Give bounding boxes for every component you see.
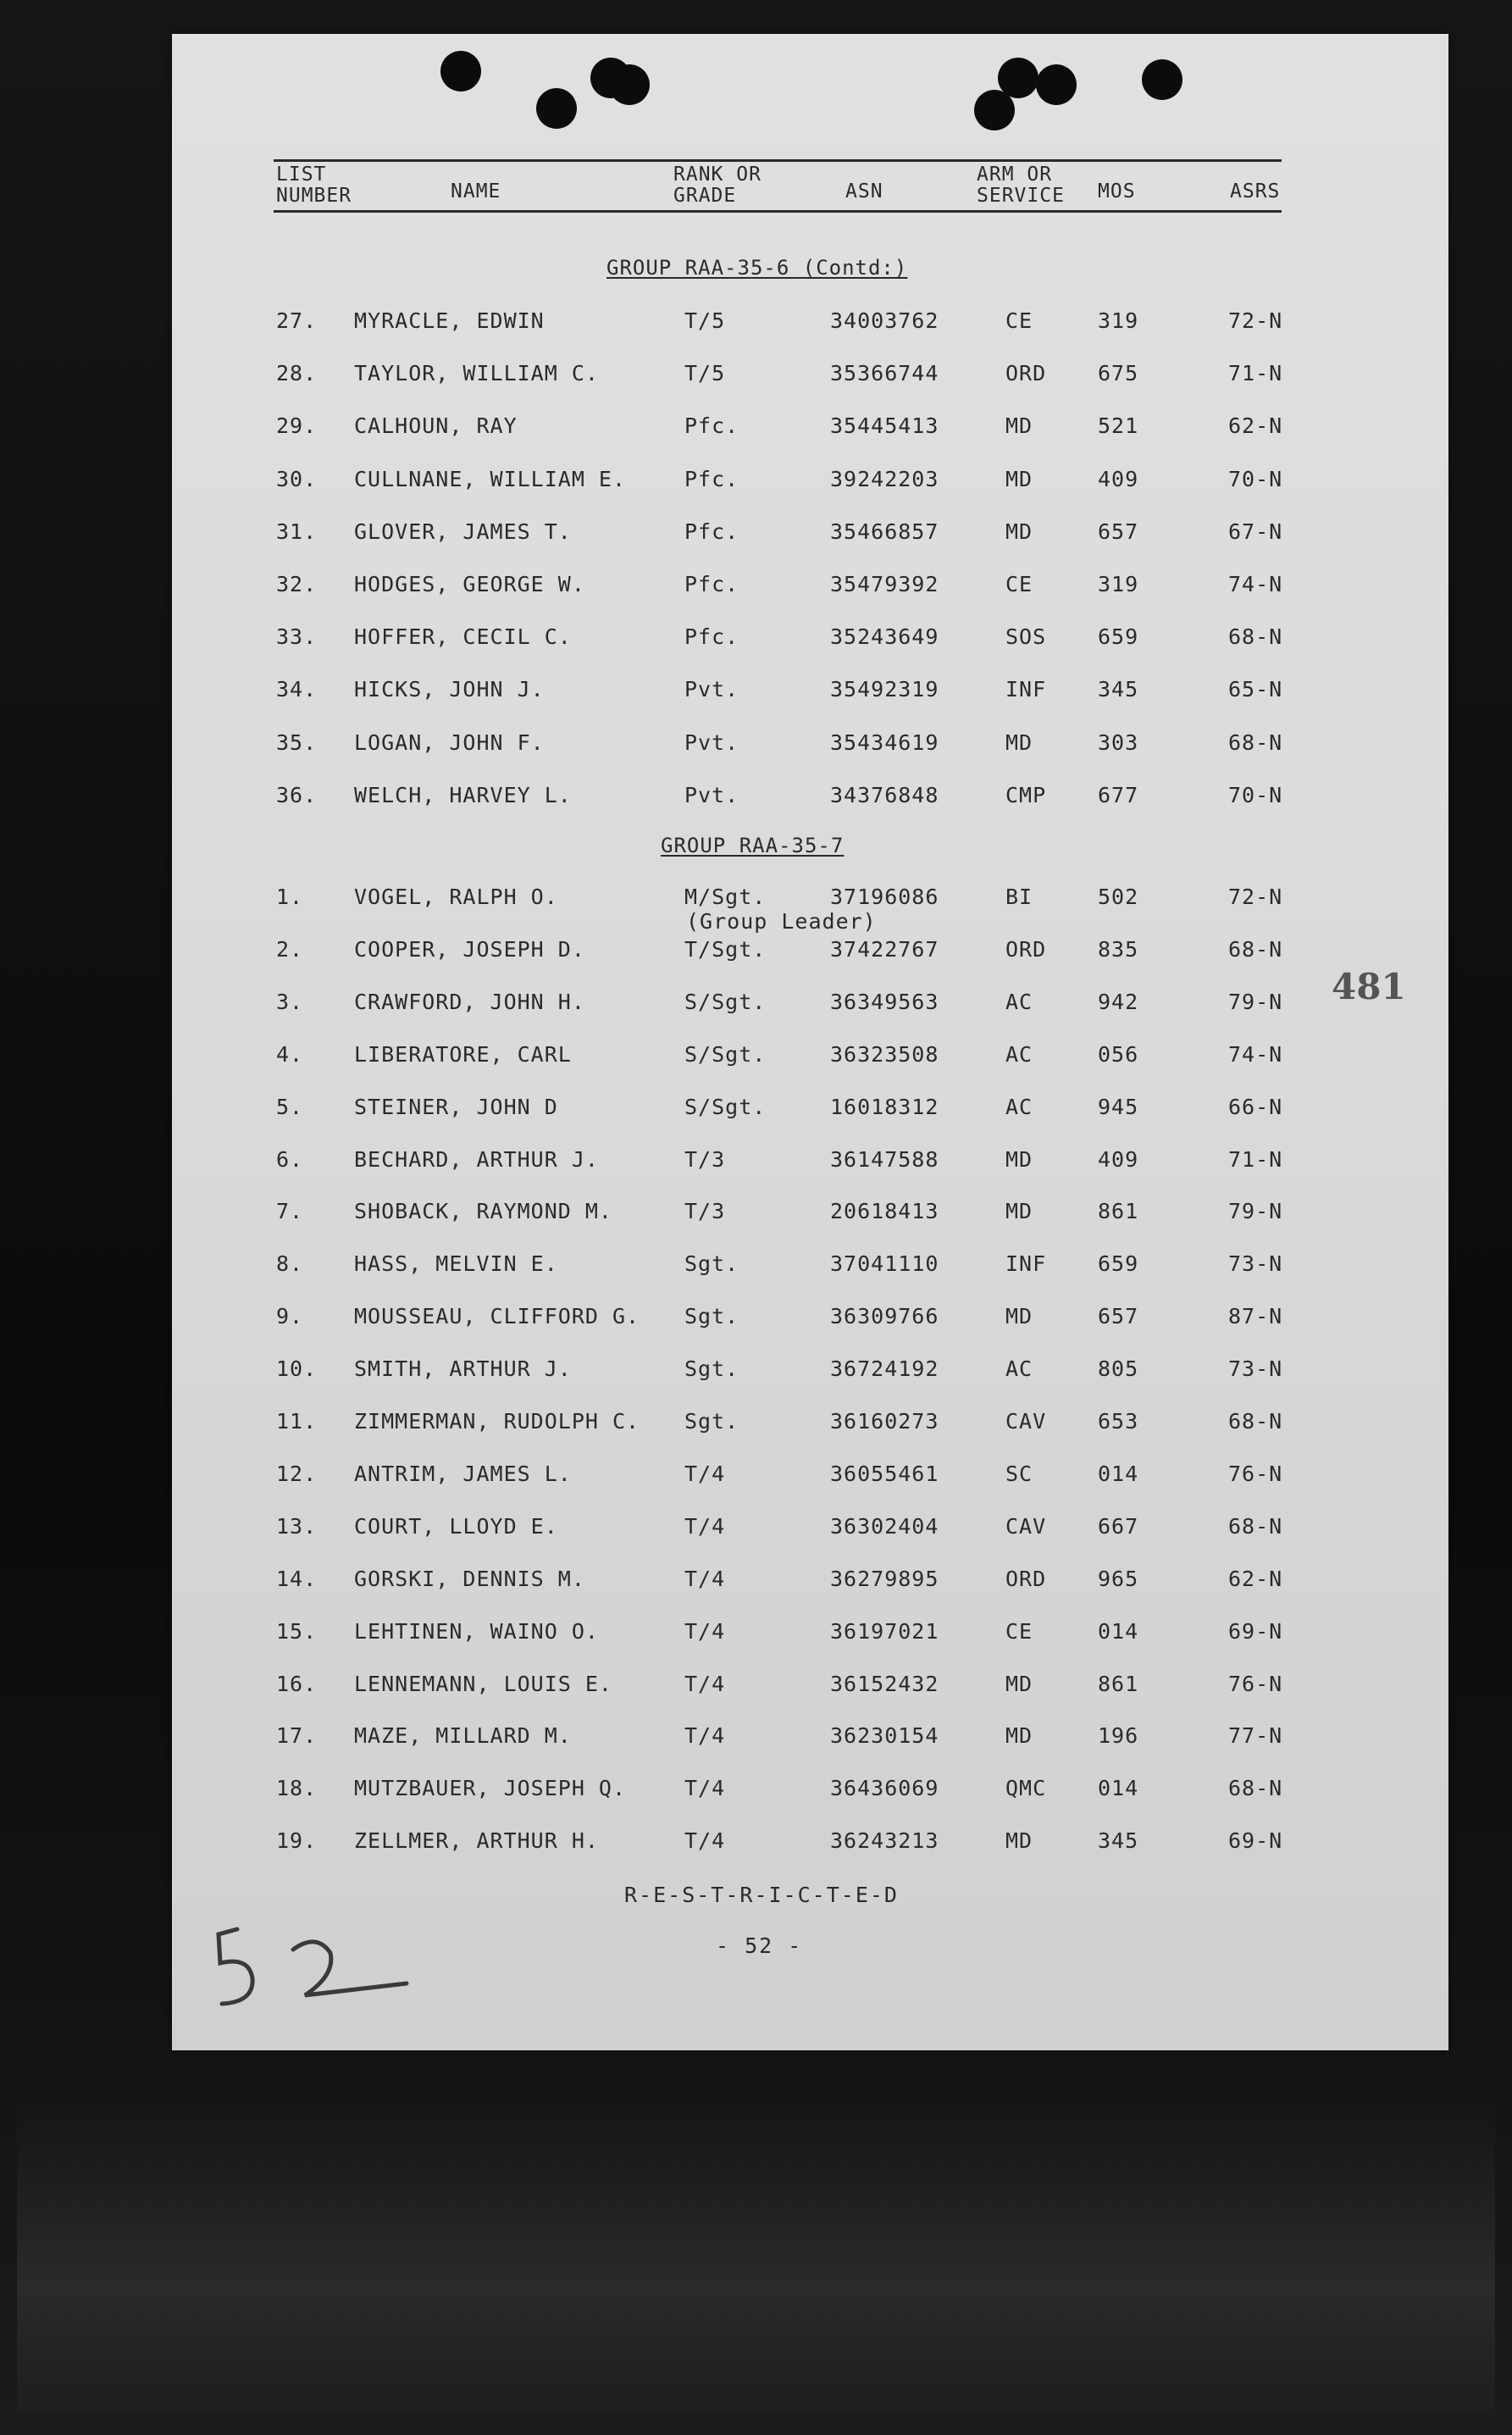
row-asrs: 79-N <box>1228 1199 1283 1224</box>
row-asn: 37196086 <box>830 885 939 909</box>
row-arm: MD <box>1005 1723 1033 1749</box>
header-bottom-rule <box>274 210 1282 213</box>
group-title-raa-35-7: GROUP RAA-35-7 <box>661 834 845 857</box>
row-arm: ORD <box>1005 1566 1047 1591</box>
row-num: 17. <box>276 1723 318 1749</box>
header-arm <box>977 164 1065 207</box>
row-mos: 056 <box>1098 1041 1139 1067</box>
row-rank: T/3 <box>684 1146 726 1172</box>
row-name: COOPER, JOSEPH D. <box>354 936 585 962</box>
row-rank: T/4 <box>684 1566 726 1591</box>
row-asn: 35434619 <box>830 729 939 755</box>
header-arm-line1: ARM OR <box>977 164 1053 186</box>
row-asrs: 77-N <box>1228 1723 1283 1749</box>
row-mos: 196 <box>1098 1723 1139 1749</box>
header-top-rule <box>274 159 1282 162</box>
row-rank: T/4 <box>684 1671 726 1696</box>
row-asn: 35492319 <box>830 677 939 702</box>
row-arm: CE <box>1005 1618 1033 1644</box>
row-name: LENNEMANN, LOUIS E. <box>354 1671 612 1696</box>
row-asrs: 68-N <box>1228 1409 1283 1434</box>
header-list-number-line2: NUMBER <box>276 185 352 207</box>
row-asrs: 71-N <box>1228 1146 1283 1172</box>
header-asn: ASN <box>845 180 883 202</box>
row-name: HODGES, GEORGE W. <box>354 572 585 596</box>
header-rank <box>673 164 762 207</box>
row-arm: CE <box>1005 572 1033 596</box>
row-asn: 36309766 <box>830 1304 939 1329</box>
row-rank: T/4 <box>684 1723 726 1749</box>
row-asrs: 73-N <box>1228 1356 1283 1382</box>
row-num: 32. <box>276 572 318 596</box>
row-num: 8. <box>276 1251 304 1277</box>
row-arm: BI <box>1005 885 1033 909</box>
row-name: CULLNANE, WILLIAM E. <box>354 466 627 491</box>
row-name: MAZE, MILLARD M. <box>354 1723 572 1749</box>
row-name: GORSKI, DENNIS M. <box>354 1566 585 1591</box>
row-asn: 35243649 <box>830 624 939 650</box>
row-arm: ORD <box>1005 361 1047 386</box>
row-mos: 014 <box>1098 1461 1139 1486</box>
row-asn: 35366744 <box>830 361 939 386</box>
row-name: CALHOUN, RAY <box>354 413 518 439</box>
row-rank: Pvt. <box>684 677 739 702</box>
row-rank: T/4 <box>684 1828 726 1854</box>
row-asrs: 72-N <box>1228 308 1283 333</box>
row-num: 4. <box>276 1041 304 1067</box>
row-arm: AC <box>1005 1041 1033 1067</box>
row-name: ZIMMERMAN, RUDOLPH C. <box>354 1409 640 1434</box>
row-asrs: 76-N <box>1228 1671 1283 1696</box>
header-rank-line1: RANK OR <box>673 164 762 186</box>
row-mos: 675 <box>1098 361 1139 386</box>
row-num: 16. <box>276 1671 318 1696</box>
row-rank: Pvt. <box>684 782 739 807</box>
row-asn: 37422767 <box>830 936 939 962</box>
row-name: LEHTINEN, WAINO O. <box>354 1618 599 1644</box>
row-num: 5. <box>276 1094 304 1119</box>
row-num: 1. <box>276 885 304 909</box>
row-num: 34. <box>276 677 318 702</box>
row-arm: MD <box>1005 413 1033 439</box>
row-mos: 319 <box>1098 308 1139 333</box>
row-num: 6. <box>276 1146 304 1172</box>
header-list-number-line1: LIST <box>276 164 327 186</box>
row-mos: 659 <box>1098 624 1139 650</box>
row-mos: 677 <box>1098 782 1139 807</box>
row-name: MUTZBAUER, JOSEPH Q. <box>354 1776 627 1801</box>
row-num: 10. <box>276 1356 318 1382</box>
row-num: 36. <box>276 782 318 807</box>
row-arm: INF <box>1005 1251 1047 1277</box>
row-asn: 36152432 <box>830 1671 939 1696</box>
row-asn: 36197021 <box>830 1618 939 1644</box>
row-asn: 34376848 <box>830 782 939 807</box>
row-asrs: 87-N <box>1228 1304 1283 1329</box>
row-asn: 36436069 <box>830 1776 939 1801</box>
row-rank: T/4 <box>684 1513 726 1539</box>
row-arm: MD <box>1005 1828 1033 1854</box>
row-mos: 345 <box>1098 677 1139 702</box>
punch-hole <box>440 51 481 92</box>
row-name: CRAWFORD, JOHN H. <box>354 989 585 1014</box>
row-arm: CE <box>1005 308 1033 333</box>
row-mos: 659 <box>1098 1251 1139 1277</box>
handwritten-page-number <box>212 1919 432 2012</box>
row-mos: 667 <box>1098 1513 1139 1539</box>
row-mos: 945 <box>1098 1094 1139 1119</box>
row-asrs: 66-N <box>1228 1094 1283 1119</box>
row-rank: S/Sgt. <box>684 1041 767 1067</box>
row-asn: 36302404 <box>830 1513 939 1539</box>
row-asn: 34003762 <box>830 308 939 333</box>
row-asn: 37041110 <box>830 1251 939 1277</box>
row-name: HASS, MELVIN E. <box>354 1251 558 1277</box>
row-rank: Sgt. <box>684 1409 739 1434</box>
row-asrs: 74-N <box>1228 1041 1283 1067</box>
row-asn: 36230154 <box>830 1723 939 1749</box>
row-rank: T/5 <box>684 308 726 333</box>
row-asn: 35479392 <box>830 572 939 596</box>
row-mos: 014 <box>1098 1776 1139 1801</box>
page-number: - 52 - <box>716 1933 803 1958</box>
row-asrs: 68-N <box>1228 1776 1283 1801</box>
header-arm-line2: SERVICE <box>977 185 1065 207</box>
punch-hole <box>536 88 577 129</box>
row-num: 9. <box>276 1304 304 1329</box>
header-mos: MOS <box>1098 180 1136 202</box>
row-rank: Pfc. <box>684 466 739 491</box>
row-asn: 39242203 <box>830 466 939 491</box>
row-rank: Pfc. <box>684 624 739 650</box>
group-title-raa-35-6: GROUP RAA-35-6 (Contd:) <box>606 256 908 280</box>
row-mos: 409 <box>1098 466 1139 491</box>
row-rank: S/Sgt. <box>684 989 767 1014</box>
row-arm: CMP <box>1005 782 1047 807</box>
row-rank: Pfc. <box>684 519 739 544</box>
row-rank: T/4 <box>684 1461 726 1486</box>
row-mos: 653 <box>1098 1409 1139 1434</box>
row-num: 29. <box>276 413 318 439</box>
row-rank: T/3 <box>684 1199 726 1224</box>
row-num: 2. <box>276 936 304 962</box>
stamp-number: 481 <box>1332 966 1406 1007</box>
header-name: NAME <box>451 180 501 202</box>
row-asrs: 62-N <box>1228 1566 1283 1591</box>
scan-lower-band <box>17 2093 1495 2415</box>
row-asrs: 73-N <box>1228 1251 1283 1277</box>
row-rank: S/Sgt. <box>684 1094 767 1119</box>
punch-hole <box>1142 59 1182 100</box>
row-name: LOGAN, JOHN F. <box>354 729 545 755</box>
row-num: 12. <box>276 1461 318 1486</box>
row-mos: 965 <box>1098 1566 1139 1591</box>
row-num: 33. <box>276 624 318 650</box>
row-asrs: 67-N <box>1228 519 1283 544</box>
punch-hole <box>609 64 650 105</box>
row-name: TAYLOR, WILLIAM C. <box>354 361 599 386</box>
row-asn: 36279895 <box>830 1566 939 1591</box>
row-rank: Pfc. <box>684 572 739 596</box>
row-name: ZELLMER, ARTHUR H. <box>354 1828 599 1854</box>
row-num: 28. <box>276 361 318 386</box>
row-arm: ORD <box>1005 936 1047 962</box>
row-rank: T/Sgt. <box>684 936 767 962</box>
row-asrs: 79-N <box>1228 989 1283 1014</box>
group-leader-note: (Group Leader) <box>686 909 877 934</box>
row-mos: 657 <box>1098 519 1139 544</box>
row-arm: MD <box>1005 729 1033 755</box>
row-num: 31. <box>276 519 318 544</box>
row-arm: SC <box>1005 1461 1033 1486</box>
row-arm: MD <box>1005 1146 1033 1172</box>
row-asn: 36243213 <box>830 1828 939 1854</box>
row-name: SHOBACK, RAYMOND M. <box>354 1199 612 1224</box>
row-asrs: 62-N <box>1228 413 1283 439</box>
row-asn: 36055461 <box>830 1461 939 1486</box>
row-rank: Sgt. <box>684 1251 739 1277</box>
row-num: 18. <box>276 1776 318 1801</box>
row-mos: 345 <box>1098 1828 1139 1854</box>
row-rank: M/Sgt. <box>684 885 767 909</box>
row-rank: T/4 <box>684 1618 726 1644</box>
row-arm: AC <box>1005 1094 1033 1119</box>
row-arm: QMC <box>1005 1776 1047 1801</box>
row-asn: 35445413 <box>830 413 939 439</box>
row-asrs: 72-N <box>1228 885 1283 909</box>
row-asrs: 70-N <box>1228 782 1283 807</box>
row-name: BECHARD, ARTHUR J. <box>354 1146 599 1172</box>
row-asrs: 70-N <box>1228 466 1283 491</box>
header-rank-line2: GRADE <box>673 185 737 207</box>
row-asn: 36349563 <box>830 989 939 1014</box>
row-asrs: 68-N <box>1228 936 1283 962</box>
row-asrs: 68-N <box>1228 1513 1283 1539</box>
row-num: 11. <box>276 1409 318 1434</box>
header-list-number <box>276 164 352 207</box>
punch-hole <box>1036 64 1077 105</box>
row-num: 13. <box>276 1513 318 1539</box>
row-rank: Pfc. <box>684 413 739 439</box>
row-asn: 20618413 <box>830 1199 939 1224</box>
row-asrs: 68-N <box>1228 624 1283 650</box>
restricted-marking: R-E-S-T-R-I-C-T-E-D <box>624 1883 899 1907</box>
row-mos: 942 <box>1098 989 1139 1014</box>
row-rank: Sgt. <box>684 1356 739 1382</box>
row-asrs: 69-N <box>1228 1618 1283 1644</box>
row-mos: 303 <box>1098 729 1139 755</box>
row-arm: CAV <box>1005 1409 1047 1434</box>
row-mos: 502 <box>1098 885 1139 909</box>
row-name: WELCH, HARVEY L. <box>354 782 572 807</box>
row-arm: AC <box>1005 989 1033 1014</box>
row-arm: MD <box>1005 466 1033 491</box>
row-arm: AC <box>1005 1356 1033 1382</box>
row-mos: 861 <box>1098 1199 1139 1224</box>
row-asn: 36147588 <box>830 1146 939 1172</box>
row-name: GLOVER, JAMES T. <box>354 519 572 544</box>
row-asn: 16018312 <box>830 1094 939 1119</box>
row-arm: SOS <box>1005 624 1047 650</box>
row-name: VOGEL, RALPH O. <box>354 885 558 909</box>
row-mos: 409 <box>1098 1146 1139 1172</box>
row-num: 27. <box>276 308 318 333</box>
row-mos: 805 <box>1098 1356 1139 1382</box>
row-asrs: 71-N <box>1228 361 1283 386</box>
row-rank: T/4 <box>684 1776 726 1801</box>
row-name: COURT, LLOYD E. <box>354 1513 558 1539</box>
row-asn: 36323508 <box>830 1041 939 1067</box>
row-mos: 657 <box>1098 1304 1139 1329</box>
row-arm: MD <box>1005 1199 1033 1224</box>
row-arm: MD <box>1005 1304 1033 1329</box>
row-num: 35. <box>276 729 318 755</box>
row-asn: 36160273 <box>830 1409 939 1434</box>
row-num: 3. <box>276 989 304 1014</box>
row-asrs: 68-N <box>1228 729 1283 755</box>
row-arm: MD <box>1005 519 1033 544</box>
row-asrs: 76-N <box>1228 1461 1283 1486</box>
row-name: MOUSSEAU, CLIFFORD G. <box>354 1304 640 1329</box>
row-arm: MD <box>1005 1671 1033 1696</box>
row-mos: 835 <box>1098 936 1139 962</box>
row-name: STEINER, JOHN D <box>354 1094 558 1119</box>
row-name: HOFFER, CECIL C. <box>354 624 572 650</box>
row-arm: INF <box>1005 677 1047 702</box>
row-asn: 35466857 <box>830 519 939 544</box>
row-mos: 319 <box>1098 572 1139 596</box>
row-asrs: 74-N <box>1228 572 1283 596</box>
row-asn: 36724192 <box>830 1356 939 1382</box>
row-rank: T/5 <box>684 361 726 386</box>
row-rank: Pvt. <box>684 729 739 755</box>
row-rank: Sgt. <box>684 1304 739 1329</box>
row-num: 7. <box>276 1199 304 1224</box>
row-asrs: 69-N <box>1228 1828 1283 1854</box>
row-num: 15. <box>276 1618 318 1644</box>
row-name: HICKS, JOHN J. <box>354 677 545 702</box>
row-mos: 521 <box>1098 413 1139 439</box>
row-num: 19. <box>276 1828 318 1854</box>
row-name: LIBERATORE, CARL <box>354 1041 572 1067</box>
row-mos: 014 <box>1098 1618 1139 1644</box>
row-name: MYRACLE, EDWIN <box>354 308 545 333</box>
row-mos: 861 <box>1098 1671 1139 1696</box>
row-num: 14. <box>276 1566 318 1591</box>
row-name: ANTRIM, JAMES L. <box>354 1461 572 1486</box>
row-num: 30. <box>276 466 318 491</box>
header-asrs: ASRS <box>1230 180 1281 202</box>
row-name: SMITH, ARTHUR J. <box>354 1356 572 1382</box>
row-asrs: 65-N <box>1228 677 1283 702</box>
row-arm: CAV <box>1005 1513 1047 1539</box>
punch-hole <box>974 90 1015 130</box>
